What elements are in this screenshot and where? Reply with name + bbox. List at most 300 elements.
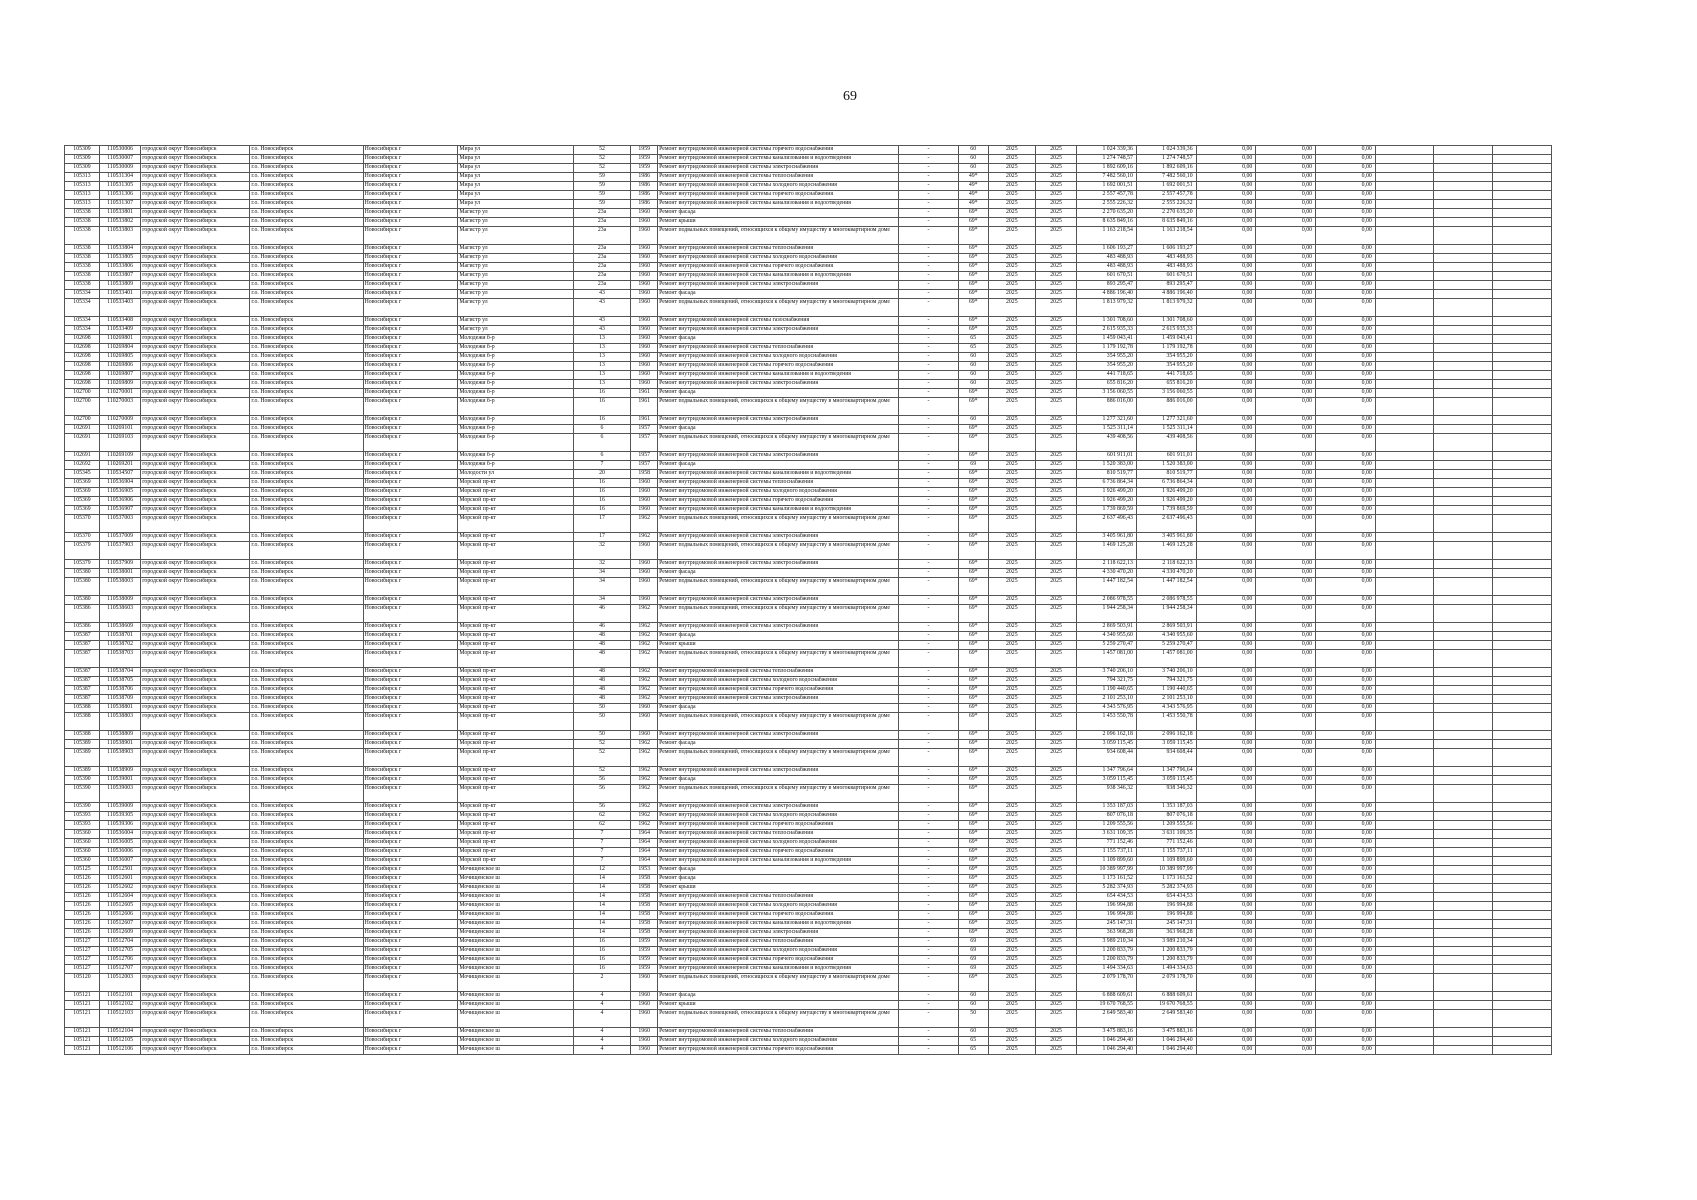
work-type-cell: Ремонт внутридомовой инженерной системы канализования и водоотведения xyxy=(658,920,899,929)
house-number-cell: 32 xyxy=(573,560,631,569)
house-number-cell: 48 xyxy=(573,650,631,668)
start-year-cell: 2025 xyxy=(988,578,1035,596)
empty-cell-3 xyxy=(1493,533,1552,542)
work-type-cell: Ремонт внутридомовой инженерной системы горячего водоснабжения xyxy=(658,686,899,695)
house-id-cell: 105126 xyxy=(65,920,100,929)
flag-cell: - xyxy=(899,623,959,632)
zero-cell-1: 0,00 xyxy=(1196,956,1256,965)
build-year-cell: 1959 xyxy=(631,938,658,947)
table-row xyxy=(65,749,1552,767)
house-number-cell: 4 xyxy=(573,1037,631,1046)
table-row xyxy=(65,1028,1552,1037)
flag-cell: - xyxy=(899,695,959,704)
empty-cell-1 xyxy=(1375,821,1434,830)
house-number-cell: 34 xyxy=(573,569,631,578)
work-type-cell: Ремонт внутридомовой инженерной системы канализования и водоотведения xyxy=(658,506,899,515)
empty-cell-3 xyxy=(1493,821,1552,830)
table-row xyxy=(65,497,1552,506)
house-id-cell: 102692 xyxy=(65,461,100,470)
work-id-cell: 110512607 xyxy=(100,920,141,929)
settlement-cell: г.о. Новосибирск xyxy=(250,461,363,470)
empty-cell-1 xyxy=(1375,1001,1434,1010)
work-type-cell: Ремонт внутридомовой инженерной системы теплоснабжения xyxy=(658,245,899,254)
empty-cell-2 xyxy=(1434,947,1493,956)
empty-cell-1 xyxy=(1375,740,1434,749)
fund-cost-cell: 1 447 182,54 xyxy=(1136,578,1196,596)
empty-cell-2 xyxy=(1434,866,1493,875)
start-year-cell: 2025 xyxy=(988,344,1035,353)
city-cell: Новосибирск г xyxy=(363,632,458,641)
start-year-cell: 2025 xyxy=(988,596,1035,605)
table-row xyxy=(65,839,1552,848)
flag-cell: - xyxy=(899,425,959,434)
fund-cost-cell: 2 096 162,18 xyxy=(1136,731,1196,740)
empty-cell-1 xyxy=(1375,1028,1434,1037)
zero-cell-3: 0,00 xyxy=(1316,596,1376,605)
empty-cell-2 xyxy=(1434,884,1493,893)
settlement-cell: г.о. Новосибирск xyxy=(250,497,363,506)
work-id-cell: 110512602 xyxy=(100,884,141,893)
total-cost-cell: 354 955,20 xyxy=(1077,362,1137,371)
zero-cell-2: 0,00 xyxy=(1256,569,1316,578)
empty-cell-2 xyxy=(1434,965,1493,974)
city-cell: Новосибирск г xyxy=(363,947,458,956)
end-year-cell: 2025 xyxy=(1035,704,1076,713)
zero-cell-3: 0,00 xyxy=(1316,416,1376,425)
empty-cell-2 xyxy=(1434,542,1493,560)
work-id-cell: 110537003 xyxy=(100,515,141,533)
start-year-cell: 2025 xyxy=(988,668,1035,677)
municipality-cell: городской округ Новосибирск xyxy=(141,902,250,911)
empty-cell-2 xyxy=(1434,245,1493,254)
start-year-cell: 2025 xyxy=(988,947,1035,956)
house-id-cell: 105121 xyxy=(65,1046,100,1055)
house-id-cell: 105313 xyxy=(65,200,100,209)
city-cell: Новосибирск г xyxy=(363,785,458,803)
empty-cell-1 xyxy=(1375,425,1434,434)
flag-cell: - xyxy=(899,830,959,839)
total-cost-cell: 1 447 182,54 xyxy=(1077,578,1137,596)
fund-cost-cell: 1 155 737,11 xyxy=(1136,848,1196,857)
settlement-cell: г.о. Новосибирск xyxy=(250,677,363,686)
start-year-cell: 2025 xyxy=(988,1037,1035,1046)
house-number-cell: 48 xyxy=(573,695,631,704)
house-id-cell: 105369 xyxy=(65,497,100,506)
flag-cell: - xyxy=(899,839,959,848)
house-number-cell: 4 xyxy=(573,1028,631,1037)
flag-cell: - xyxy=(899,776,959,785)
zero-cell-1: 0,00 xyxy=(1196,479,1256,488)
empty-cell-1 xyxy=(1375,155,1434,164)
municipality-cell: городской округ Новосибирск xyxy=(141,956,250,965)
start-year-cell: 2025 xyxy=(988,533,1035,542)
zero-cell-1: 0,00 xyxy=(1196,677,1256,686)
empty-cell-1 xyxy=(1375,866,1434,875)
city-cell: Новосибирск г xyxy=(363,398,458,416)
city-cell: Новосибирск г xyxy=(363,875,458,884)
work-type-cell: Ремонт внутридомовой инженерной системы холодного водоснабжения xyxy=(658,839,899,848)
empty-cell-3 xyxy=(1493,857,1552,866)
municipality-cell: городской округ Новосибирск xyxy=(141,191,250,200)
fund-cost-cell: 354 955,20 xyxy=(1136,362,1196,371)
table-row xyxy=(65,254,1552,263)
house-number-cell: 16 xyxy=(573,965,631,974)
municipality-cell: городской округ Новосибирск xyxy=(141,164,250,173)
empty-cell-3 xyxy=(1493,263,1552,272)
empty-cell-3 xyxy=(1493,173,1552,182)
zero-cell-3: 0,00 xyxy=(1316,731,1376,740)
house-id-cell: 105393 xyxy=(65,812,100,821)
zero-cell-2: 0,00 xyxy=(1256,227,1316,245)
work-type-cell: Ремонт внутридомовой инженерной системы теплоснабжения xyxy=(658,668,899,677)
zero-cell-2: 0,00 xyxy=(1256,371,1316,380)
total-cost-cell: 3 059 115,45 xyxy=(1077,740,1137,749)
total-cost-cell: 1 525 311,14 xyxy=(1077,425,1137,434)
zero-cell-3: 0,00 xyxy=(1316,821,1376,830)
table-row xyxy=(65,506,1552,515)
fund-cost-cell: 3 631 109,35 xyxy=(1136,830,1196,839)
zero-cell-1: 0,00 xyxy=(1196,560,1256,569)
zero-cell-1: 0,00 xyxy=(1196,515,1256,533)
fund-cost-cell: 601 670,51 xyxy=(1136,272,1196,281)
flag-cell: - xyxy=(899,299,959,317)
wear-cell: 60 xyxy=(958,353,988,362)
zero-cell-2: 0,00 xyxy=(1256,479,1316,488)
city-cell: Новосибирск г xyxy=(363,488,458,497)
empty-cell-1 xyxy=(1375,272,1434,281)
settlement-cell: г.о. Новосибирск xyxy=(250,812,363,821)
work-type-cell: Ремонт внутридомовой инженерной системы канализования и водоотведения xyxy=(658,470,899,479)
city-cell: Новосибирск г xyxy=(363,956,458,965)
empty-cell-3 xyxy=(1493,569,1552,578)
house-id-cell: 102698 xyxy=(65,344,100,353)
zero-cell-2: 0,00 xyxy=(1256,425,1316,434)
empty-cell-2 xyxy=(1434,479,1493,488)
build-year-cell: 1959 xyxy=(631,155,658,164)
empty-cell-3 xyxy=(1493,254,1552,263)
start-year-cell: 2025 xyxy=(988,884,1035,893)
build-year-cell: 1960 xyxy=(631,227,658,245)
municipality-cell: городской округ Новосибирск xyxy=(141,497,250,506)
total-cost-cell: 794 321,75 xyxy=(1077,677,1137,686)
work-type-cell: Ремонт внутридомовой инженерной системы горячего водоснабжения xyxy=(658,362,899,371)
empty-cell-2 xyxy=(1434,497,1493,506)
settlement-cell: г.о. Новосибирск xyxy=(250,713,363,731)
zero-cell-3: 0,00 xyxy=(1316,686,1376,695)
settlement-cell: г.о. Новосибирск xyxy=(250,803,363,812)
empty-cell-3 xyxy=(1493,344,1552,353)
work-type-cell: Ремонт внутридомовой инженерной системы электроснабжения xyxy=(658,596,899,605)
empty-cell-2 xyxy=(1434,902,1493,911)
table-row xyxy=(65,335,1552,344)
street-cell: Морской пр-кт xyxy=(458,542,573,560)
total-cost-cell: 601 670,51 xyxy=(1077,272,1137,281)
house-number-cell: 16 xyxy=(573,938,631,947)
house-id-cell: 105387 xyxy=(65,641,100,650)
table-row xyxy=(65,785,1552,803)
house-id-cell: 105127 xyxy=(65,947,100,956)
wear-cell: 69* xyxy=(958,857,988,866)
city-cell: Новосибирск г xyxy=(363,173,458,182)
street-cell: Мочищенское ш xyxy=(458,920,573,929)
total-cost-cell: 363 968,28 xyxy=(1077,929,1137,938)
table-row xyxy=(65,641,1552,650)
zero-cell-1: 0,00 xyxy=(1196,893,1256,902)
street-cell: Мочищенское ш xyxy=(458,866,573,875)
settlement-cell: г.о. Новосибирск xyxy=(250,1028,363,1037)
flag-cell: - xyxy=(899,569,959,578)
empty-cell-3 xyxy=(1493,641,1552,650)
build-year-cell: 1986 xyxy=(631,173,658,182)
house-number-cell: 6 xyxy=(573,434,631,452)
work-id-cell: 110533804 xyxy=(100,245,141,254)
end-year-cell: 2025 xyxy=(1035,461,1076,470)
zero-cell-2: 0,00 xyxy=(1256,200,1316,209)
total-cost-cell: 1 155 737,11 xyxy=(1077,848,1137,857)
work-type-cell: Ремонт внутридомовой инженерной системы горячего водоснабжения xyxy=(658,821,899,830)
fund-cost-cell: 6 736 864,34 xyxy=(1136,479,1196,488)
house-id-cell: 105127 xyxy=(65,938,100,947)
zero-cell-3: 0,00 xyxy=(1316,1010,1376,1028)
empty-cell-2 xyxy=(1434,974,1493,992)
settlement-cell: г.о. Новосибирск xyxy=(250,488,363,497)
street-cell: Мочищенское ш xyxy=(458,1001,573,1010)
empty-cell-1 xyxy=(1375,245,1434,254)
build-year-cell: 1958 xyxy=(631,893,658,902)
house-number-cell: 20 xyxy=(573,470,631,479)
empty-cell-3 xyxy=(1493,884,1552,893)
wear-cell: 69* xyxy=(958,920,988,929)
zero-cell-1: 0,00 xyxy=(1196,218,1256,227)
house-id-cell: 105380 xyxy=(65,569,100,578)
empty-cell-2 xyxy=(1434,560,1493,569)
work-id-cell: 110533408 xyxy=(100,317,141,326)
table-row xyxy=(65,821,1552,830)
house-number-cell: 14 xyxy=(573,875,631,884)
empty-cell-1 xyxy=(1375,488,1434,497)
total-cost-cell: 4 340 955,60 xyxy=(1077,632,1137,641)
settlement-cell: г.о. Новосибирск xyxy=(250,353,363,362)
end-year-cell: 2025 xyxy=(1035,731,1076,740)
flag-cell: - xyxy=(899,947,959,956)
wear-cell: 69* xyxy=(958,893,988,902)
municipality-cell: городской округ Новосибирск xyxy=(141,533,250,542)
work-id-cell: 110269804 xyxy=(100,344,141,353)
total-cost-cell: 771 152,46 xyxy=(1077,839,1137,848)
fund-cost-cell: 3 989 210,34 xyxy=(1136,938,1196,947)
build-year-cell: 1962 xyxy=(631,785,658,803)
fund-cost-cell: 5 282 374,93 xyxy=(1136,884,1196,893)
wear-cell: 65 xyxy=(958,1037,988,1046)
empty-cell-1 xyxy=(1375,506,1434,515)
zero-cell-2: 0,00 xyxy=(1256,578,1316,596)
table-row xyxy=(65,605,1552,623)
house-id-cell: 105338 xyxy=(65,218,100,227)
house-id-cell: 105338 xyxy=(65,281,100,290)
wear-cell: 69* xyxy=(958,290,988,299)
work-id-cell: 110538001 xyxy=(100,569,141,578)
total-cost-cell: 1 926 499,20 xyxy=(1077,488,1137,497)
zero-cell-3: 0,00 xyxy=(1316,263,1376,272)
settlement-cell: г.о. Новосибирск xyxy=(250,335,363,344)
end-year-cell: 2025 xyxy=(1035,839,1076,848)
municipality-cell: городской округ Новосибирск xyxy=(141,416,250,425)
empty-cell-1 xyxy=(1375,767,1434,776)
empty-cell-1 xyxy=(1375,434,1434,452)
wear-cell: 69* xyxy=(958,569,988,578)
start-year-cell: 2025 xyxy=(988,425,1035,434)
settlement-cell: г.о. Новосибирск xyxy=(250,155,363,164)
municipality-cell: городской округ Новосибирск xyxy=(141,992,250,1001)
work-id-cell: 110536907 xyxy=(100,506,141,515)
wear-cell: 69* xyxy=(958,263,988,272)
empty-cell-3 xyxy=(1493,227,1552,245)
work-id-cell: 110269805 xyxy=(100,353,141,362)
build-year-cell: 1957 xyxy=(631,434,658,452)
empty-cell-3 xyxy=(1493,515,1552,533)
zero-cell-3: 0,00 xyxy=(1316,875,1376,884)
settlement-cell: г.о. Новосибирск xyxy=(250,434,363,452)
zero-cell-3: 0,00 xyxy=(1316,668,1376,677)
settlement-cell: г.о. Новосибирск xyxy=(250,632,363,641)
empty-cell-1 xyxy=(1375,686,1434,695)
city-cell: Новосибирск г xyxy=(363,974,458,992)
table-row xyxy=(65,362,1552,371)
empty-cell-2 xyxy=(1434,623,1493,632)
work-id-cell: 110539009 xyxy=(100,803,141,812)
municipality-cell: городской округ Новосибирск xyxy=(141,695,250,704)
flag-cell: - xyxy=(899,650,959,668)
work-id-cell: 110538009 xyxy=(100,596,141,605)
build-year-cell: 1960 xyxy=(631,380,658,389)
zero-cell-1: 0,00 xyxy=(1196,1037,1256,1046)
city-cell: Новосибирск г xyxy=(363,884,458,893)
work-type-cell: Ремонт фасада xyxy=(658,389,899,398)
work-id-cell: 110539003 xyxy=(100,785,141,803)
empty-cell-3 xyxy=(1493,209,1552,218)
flag-cell: - xyxy=(899,461,959,470)
empty-cell-2 xyxy=(1434,200,1493,209)
start-year-cell: 2025 xyxy=(988,875,1035,884)
wear-cell: 69 xyxy=(958,938,988,947)
city-cell: Новосибирск г xyxy=(363,605,458,623)
table-row xyxy=(65,875,1552,884)
house-number-cell: 59 xyxy=(573,200,631,209)
empty-cell-2 xyxy=(1434,686,1493,695)
fund-cost-cell: 4 343 576,95 xyxy=(1136,704,1196,713)
wear-cell: 65 xyxy=(958,335,988,344)
work-type-cell: Ремонт подвальных помещений, относящихся к общему имуществу в многоквартирном доме xyxy=(658,650,899,668)
house-id-cell: 105309 xyxy=(65,146,100,155)
end-year-cell: 2025 xyxy=(1035,857,1076,866)
total-cost-cell: 1 277 321,60 xyxy=(1077,416,1137,425)
table-row xyxy=(65,884,1552,893)
work-type-cell: Ремонт внутридомовой инженерной системы электроснабжения xyxy=(658,416,899,425)
wear-cell: 69* xyxy=(958,326,988,335)
zero-cell-3: 0,00 xyxy=(1316,632,1376,641)
start-year-cell: 2025 xyxy=(988,1010,1035,1028)
empty-cell-1 xyxy=(1375,263,1434,272)
work-id-cell: 110512707 xyxy=(100,965,141,974)
zero-cell-2: 0,00 xyxy=(1256,290,1316,299)
empty-cell-3 xyxy=(1493,281,1552,290)
total-cost-cell: 245 147,31 xyxy=(1077,920,1137,929)
zero-cell-1: 0,00 xyxy=(1196,335,1256,344)
work-type-cell: Ремонт внутридомовой инженерной системы горячего водоснабжения xyxy=(658,146,899,155)
house-id-cell: 102700 xyxy=(65,389,100,398)
house-number-cell: 52 xyxy=(573,146,631,155)
zero-cell-3: 0,00 xyxy=(1316,713,1376,731)
start-year-cell: 2025 xyxy=(988,542,1035,560)
empty-cell-2 xyxy=(1434,641,1493,650)
empty-cell-3 xyxy=(1493,1046,1552,1055)
municipality-cell: городской округ Новосибирск xyxy=(141,1046,250,1055)
zero-cell-3: 0,00 xyxy=(1316,146,1376,155)
total-cost-cell: 1 301 708,60 xyxy=(1077,317,1137,326)
empty-cell-3 xyxy=(1493,965,1552,974)
house-number-cell: 23а xyxy=(573,263,631,272)
fund-cost-cell: 196 994,88 xyxy=(1136,911,1196,920)
settlement-cell: г.о. Новосибирск xyxy=(250,875,363,884)
empty-cell-1 xyxy=(1375,605,1434,623)
zero-cell-3: 0,00 xyxy=(1316,344,1376,353)
municipality-cell: городской округ Новосибирск xyxy=(141,830,250,839)
empty-cell-1 xyxy=(1375,884,1434,893)
zero-cell-1: 0,00 xyxy=(1196,1010,1256,1028)
zero-cell-2: 0,00 xyxy=(1256,857,1316,866)
municipality-cell: городской округ Новосибирск xyxy=(141,245,250,254)
table-row xyxy=(65,416,1552,425)
house-number-cell: 6 xyxy=(573,452,631,461)
build-year-cell: 1959 xyxy=(631,965,658,974)
empty-cell-3 xyxy=(1493,749,1552,767)
work-id-cell: 110512101 xyxy=(100,992,141,1001)
start-year-cell: 2025 xyxy=(988,677,1035,686)
empty-cell-3 xyxy=(1493,335,1552,344)
end-year-cell: 2025 xyxy=(1035,875,1076,884)
total-cost-cell: 893 295,47 xyxy=(1077,281,1137,290)
work-type-cell: Ремонт внутридомовой инженерной системы холодного водоснабжения xyxy=(658,677,899,686)
start-year-cell: 2025 xyxy=(988,920,1035,929)
work-type-cell: Ремонт фасада xyxy=(658,569,899,578)
work-type-cell: Ремонт крыши xyxy=(658,218,899,227)
total-cost-cell: 601 911,01 xyxy=(1077,452,1137,461)
municipality-cell: городской округ Новосибирск xyxy=(141,479,250,488)
work-type-cell: Ремонт внутридомовой инженерной системы газоснабжения xyxy=(658,317,899,326)
total-cost-cell: 3 740 206,10 xyxy=(1077,668,1137,677)
empty-cell-2 xyxy=(1434,830,1493,839)
build-year-cell: 1960 xyxy=(631,245,658,254)
house-id-cell: 105334 xyxy=(65,317,100,326)
empty-cell-3 xyxy=(1493,650,1552,668)
start-year-cell: 2025 xyxy=(988,776,1035,785)
flag-cell: - xyxy=(899,956,959,965)
city-cell: Новосибирск г xyxy=(363,146,458,155)
empty-cell-3 xyxy=(1493,1028,1552,1037)
wear-cell: 60 xyxy=(958,380,988,389)
zero-cell-2: 0,00 xyxy=(1256,974,1316,992)
empty-cell-1 xyxy=(1375,191,1434,200)
house-id-cell: 105125 xyxy=(65,866,100,875)
zero-cell-1: 0,00 xyxy=(1196,929,1256,938)
city-cell: Новосибирск г xyxy=(363,749,458,767)
end-year-cell: 2025 xyxy=(1035,605,1076,623)
empty-cell-2 xyxy=(1434,695,1493,704)
work-id-cell: 110533802 xyxy=(100,218,141,227)
table-row xyxy=(65,686,1552,695)
table-row xyxy=(65,992,1552,1001)
empty-cell-3 xyxy=(1493,668,1552,677)
